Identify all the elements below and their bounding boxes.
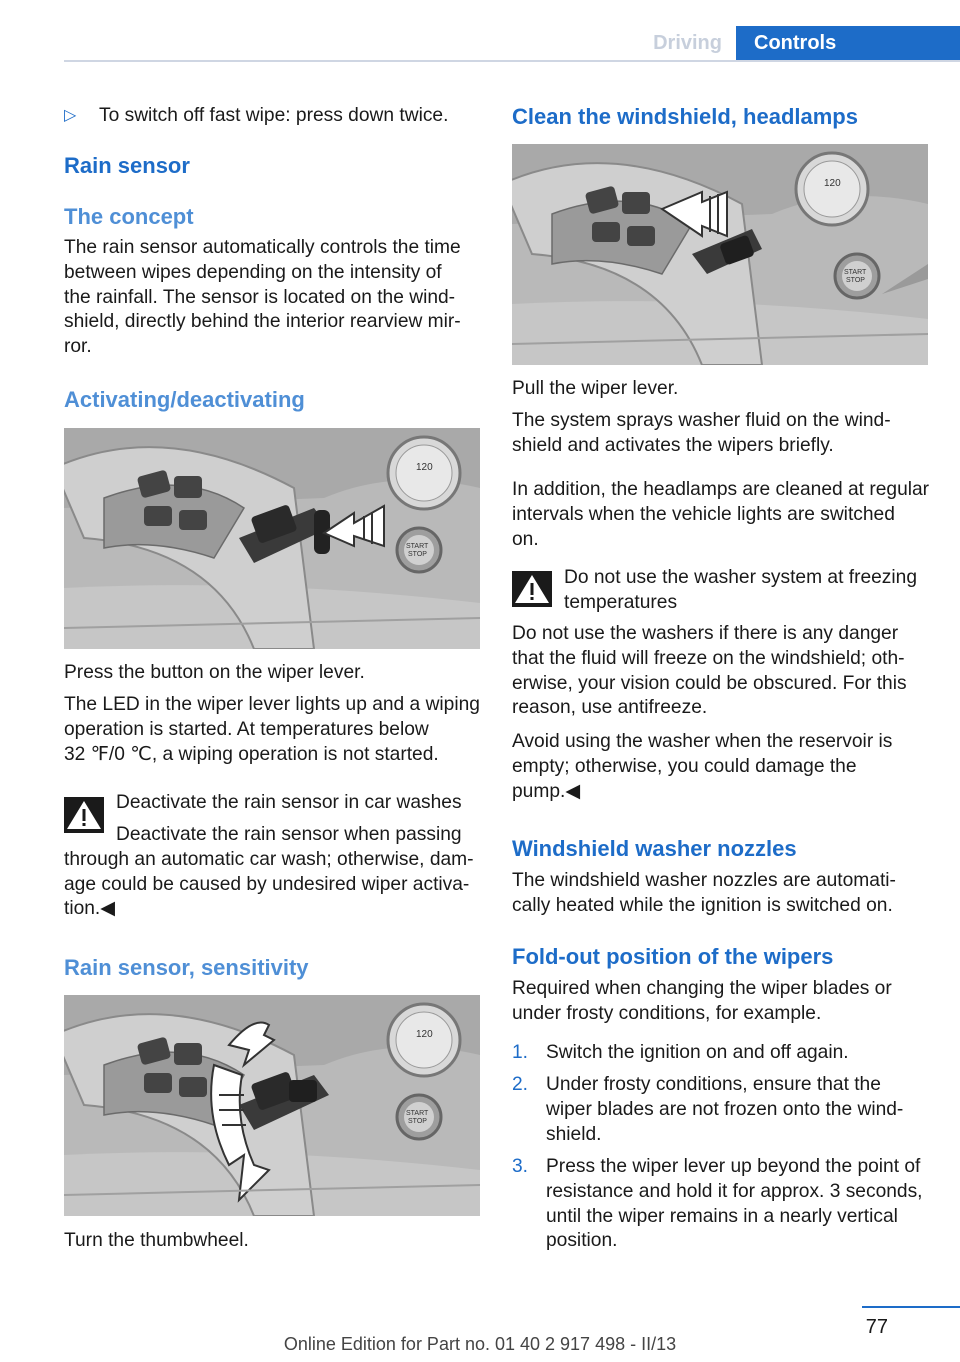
led-line: The LED in the wiper lever lights up and a wiping bbox=[64, 694, 480, 715]
freeze-line: Do not use the washers if there is any danger bbox=[512, 623, 899, 644]
avoid-line: pump.◀ bbox=[512, 780, 581, 802]
heading-washer-nozzles: Windshield washer nozzles bbox=[512, 836, 797, 861]
step-number: 2. bbox=[512, 1074, 529, 1095]
stop-label: STOP bbox=[408, 551, 427, 558]
led-line: operation is started. At temperatures below bbox=[64, 718, 429, 740]
nozzles-line: The windshield washer nozzles are automati‐ bbox=[512, 870, 896, 891]
step-line: resistance and hold it for approx. 3 seconds, bbox=[546, 1180, 923, 1202]
list-item bbox=[512, 1073, 932, 1155]
addition-line: In addition, the headlamps are cleaned at regular bbox=[512, 479, 930, 500]
led-line: 32 ℉/0 ℃, a wiping operation is not started. bbox=[64, 743, 439, 765]
heading-rain-sensor: Rain sensor bbox=[64, 153, 190, 178]
figure-thumbwheel bbox=[64, 995, 480, 1216]
tab-controls[interactable]: Controls bbox=[736, 26, 960, 62]
freeze-line: erwise, your vision could be obscured. For this bbox=[512, 672, 907, 694]
addition-line: intervals when the vehicle lights are switched bbox=[512, 503, 895, 525]
freeze-line: reason, use antifreeze. bbox=[512, 697, 708, 719]
stop-label: STOP bbox=[846, 277, 865, 284]
freeze-line: that the fluid will freeze on the windshield; oth‐ bbox=[512, 647, 905, 669]
sprays-paragraph bbox=[512, 409, 932, 459]
step-line: until the wiper remains in a nearly vertical bbox=[546, 1205, 898, 1227]
warning-title-line: temperatures bbox=[564, 591, 678, 613]
warning-title-car-wash: Deactivate the rain sensor in car washes bbox=[116, 792, 462, 813]
bullet-text: To switch off fast wipe: press down twice. bbox=[99, 105, 449, 126]
footer-edition: Online Edition for Part no. 01 40 2 917 498 - II/13 bbox=[283, 1334, 677, 1354]
avoid-line: empty; otherwise, you could damage the bbox=[512, 755, 857, 777]
stop-label: STOP bbox=[408, 1118, 427, 1125]
bullet-marker-icon: ▷ bbox=[64, 107, 77, 124]
start-label: START bbox=[406, 1110, 429, 1117]
step-line: Under frosty conditions, ensure that the bbox=[546, 1074, 881, 1095]
avoid-line: Avoid using the washer when the reservoir is bbox=[512, 731, 893, 752]
warning-body-car-wash bbox=[64, 823, 484, 922]
concept-line: between wipes depending on the intensity of bbox=[64, 261, 442, 283]
step-number: 1. bbox=[512, 1042, 529, 1063]
dial-label: 120 bbox=[416, 1029, 433, 1040]
sprays-line: The system sprays washer fluid on the wind‐ bbox=[512, 410, 891, 431]
pull-lever-text: Pull the wiper lever. bbox=[512, 378, 679, 399]
heading-activating-deactivating: Activating/deactivating bbox=[64, 387, 305, 412]
warning-line: tion.◀ bbox=[64, 898, 116, 920]
step-line: Press the wiper lever up beyond the point of bbox=[546, 1156, 921, 1177]
sprays-line: shield and activates the wipers briefly. bbox=[512, 434, 834, 456]
foldout-line: under frosty conditions, for example. bbox=[512, 1002, 822, 1024]
heading-clean-windshield: Clean the windshield, headlamps bbox=[512, 104, 858, 129]
avoid-paragraph bbox=[512, 730, 932, 804]
freeze-paragraph bbox=[512, 622, 932, 721]
warning-icon bbox=[512, 571, 552, 607]
addition-paragraph bbox=[512, 478, 932, 552]
tab-driving[interactable]: Driving bbox=[653, 32, 722, 54]
foldout-paragraph bbox=[512, 977, 932, 1027]
warning-line: through an automatic car wash; otherwise, dam‐ bbox=[64, 848, 474, 870]
concept-paragraph bbox=[64, 236, 484, 360]
footer-rule bbox=[862, 1306, 960, 1308]
step-line: Switch the ignition on and off again. bbox=[546, 1042, 849, 1063]
dial-label: 120 bbox=[416, 462, 433, 473]
heading-foldout-position: Fold-out position of the wipers bbox=[512, 944, 834, 969]
concept-line: shield, directly behind the interior rearview mir‐ bbox=[64, 311, 461, 333]
start-label: START bbox=[844, 269, 867, 276]
dial-label: 120 bbox=[824, 178, 841, 189]
addition-line: on. bbox=[512, 528, 539, 550]
nozzles-line: cally heated while the ignition is switched on. bbox=[512, 894, 893, 916]
step-line: wiper blades are not frozen onto the wind‐ bbox=[546, 1098, 904, 1120]
concept-line: The rain sensor automatically controls the time bbox=[64, 237, 461, 258]
concept-line: the rainfall. The sensor is located on the wind‐ bbox=[64, 286, 456, 308]
nozzles-paragraph bbox=[512, 869, 932, 919]
warning-line: age could be caused by undesired wiper activa‐ bbox=[64, 873, 470, 895]
heading-the-concept: The concept bbox=[64, 204, 194, 229]
page-number: 77 bbox=[865, 1316, 888, 1338]
header-rule bbox=[64, 60, 960, 62]
warning-title-freezing bbox=[564, 566, 934, 616]
warning-line: Deactivate the rain sensor when passing bbox=[116, 824, 462, 845]
step-line: position. bbox=[546, 1230, 618, 1252]
press-button-text: Press the button on the wiper lever. bbox=[64, 662, 365, 683]
list-item bbox=[512, 1041, 932, 1073]
heading-rain-sensor-sensitivity: Rain sensor, sensitivity bbox=[64, 955, 309, 980]
figure-wiper-button bbox=[64, 428, 480, 649]
turn-thumbwheel-text: Turn the thumbwheel. bbox=[64, 1230, 249, 1251]
start-label: START bbox=[406, 543, 429, 550]
list-item bbox=[512, 1155, 932, 1255]
figure-pull-lever bbox=[512, 144, 928, 365]
concept-line: ror. bbox=[64, 336, 92, 358]
step-line: shield. bbox=[546, 1123, 602, 1145]
foldout-line: Required when changing the wiper blades or bbox=[512, 978, 892, 999]
warning-title-line: Do not use the washer system at freezing bbox=[564, 567, 918, 588]
step-number: 3. bbox=[512, 1156, 529, 1177]
led-paragraph bbox=[64, 693, 484, 767]
step-list bbox=[512, 1041, 932, 1255]
